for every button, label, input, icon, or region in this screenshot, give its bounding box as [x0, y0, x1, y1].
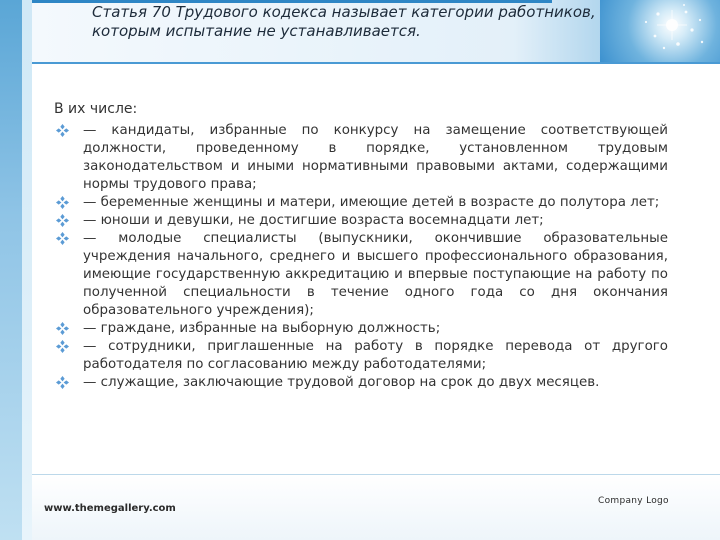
- diamond-bullet-icon: [56, 376, 69, 389]
- list-item: [54, 212, 668, 230]
- list-item: [54, 230, 668, 320]
- diamond-bullet-icon: [56, 232, 69, 245]
- diamond-bullet-icon: [56, 214, 69, 227]
- company-logo: Company Logo: [598, 496, 669, 506]
- list-item-text: — юноши и девушки, не достигшие возраста восемнадцати лет;: [83, 213, 544, 228]
- intro-text: В их числе:: [54, 101, 138, 117]
- page-title: Статья 70 Трудового кодекса называет категории работников, которым испытание не устанавливается.: [92, 3, 596, 40]
- diamond-bullet-icon: [56, 340, 69, 353]
- left-decorative-strip: [22, 0, 32, 540]
- list-item-text: — молодые специалисты (выпускники, окончившие образовательные учреждения начального, среднего и высшего профессионального образования, имеющие государственную аккредитацию и впервые поступающие на работу по полученной специальности в течение одного года со дня окончания образовательного учреждения);: [83, 231, 668, 318]
- diamond-bullet-icon: [56, 196, 69, 209]
- header-divider: [32, 62, 720, 64]
- list-item: [54, 374, 668, 392]
- diamond-bullet-icon: [56, 322, 69, 335]
- list-item-text: — беременные женщины и матери, имеющие детей в возрасте до полутора лет;: [83, 195, 660, 210]
- list-item-text: — служащие, заключающие трудовой договор на срок до двух месяцев.: [83, 375, 600, 390]
- footer-url[interactable]: www.themegallery.com: [44, 503, 176, 514]
- bullet-list: [54, 122, 668, 392]
- left-decorative-bar: [0, 0, 22, 540]
- list-item-text: — сотрудники, приглашенные на работу в порядке перевода от другого работодателя по согласованию между работодателями;: [83, 339, 668, 372]
- sparkle-logo-icon: [600, 0, 720, 62]
- list-item: [54, 122, 668, 194]
- list-item-text: — граждане, избранные на выборную должность;: [83, 321, 441, 336]
- list-item: [54, 320, 668, 338]
- list-item: [54, 194, 668, 212]
- diamond-bullet-icon: [56, 124, 69, 137]
- list-item-text: — кандидаты, избранные по конкурсу на замещение соответствующей должности, проведенному в порядке, установленном трудовым законодательством и иными нормативными правовыми актами, содержащими нормы трудового права;: [83, 123, 668, 192]
- list-item: [54, 338, 668, 374]
